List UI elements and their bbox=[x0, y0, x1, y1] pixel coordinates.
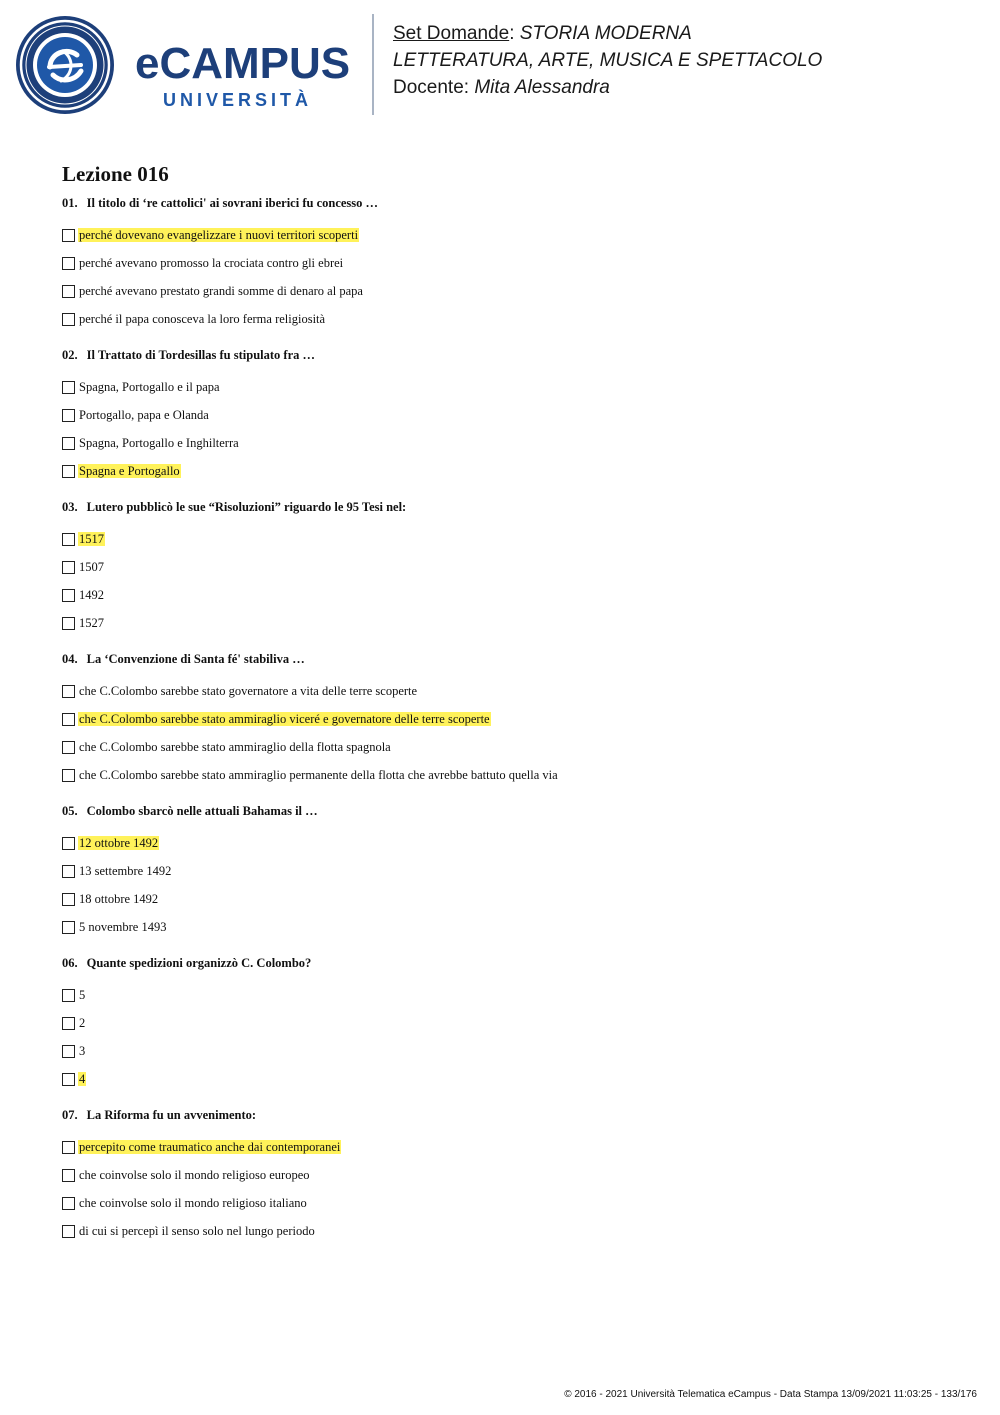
question-07 bbox=[62, 1106, 962, 1245]
answer-label: 2 bbox=[79, 1016, 86, 1030]
answer-label: Portogallo, papa e Olanda bbox=[79, 408, 209, 422]
lesson-title: Lezione 016 bbox=[62, 162, 169, 186]
answer-label-correct: 4 bbox=[79, 1072, 86, 1086]
answer-label: Spagna, Portogallo e Inghilterra bbox=[79, 436, 239, 450]
question-text bbox=[62, 954, 962, 972]
answer-label: che C.Colombo sarebbe stato ammiraglio permanente della flotta che avrebbe battuto quella via bbox=[79, 768, 558, 782]
teacher-label: Docente: bbox=[393, 77, 470, 98]
answer-option[interactable] bbox=[62, 305, 962, 333]
answer-option[interactable] bbox=[62, 1065, 962, 1093]
answer-checkbox[interactable] bbox=[62, 589, 75, 602]
answer-option[interactable] bbox=[62, 525, 962, 553]
question-number: 05. bbox=[62, 804, 78, 818]
question-text bbox=[62, 1106, 962, 1124]
question-text bbox=[62, 650, 962, 668]
question-label: Colombo sbarcò nelle attuali Bahamas il … bbox=[86, 804, 318, 818]
header-divider bbox=[372, 14, 374, 115]
ecampus-wordmark-logo bbox=[133, 38, 355, 112]
answer-option[interactable] bbox=[62, 609, 962, 637]
answer-option[interactable] bbox=[62, 221, 962, 249]
answer-label: che coinvolse solo il mondo religioso europeo bbox=[79, 1168, 310, 1182]
logo-text: eCAMPUS bbox=[135, 39, 351, 88]
answer-checkbox[interactable] bbox=[62, 741, 75, 754]
answer-checkbox[interactable] bbox=[62, 285, 75, 298]
answer-checkbox[interactable] bbox=[62, 1169, 75, 1182]
question-number: 02. bbox=[62, 348, 78, 362]
answer-label-correct: 12 ottobre 1492 bbox=[79, 836, 159, 850]
answer-checkbox[interactable] bbox=[62, 865, 75, 878]
answer-label-correct: 1517 bbox=[79, 532, 104, 546]
question-label: La ‘Convenzione di Santa fé' stabiliva … bbox=[86, 652, 305, 666]
answer-checkbox[interactable] bbox=[62, 229, 75, 242]
answer-label: che C.Colombo sarebbe stato ammiraglio della flotta spagnola bbox=[79, 740, 391, 754]
question-02 bbox=[62, 346, 962, 485]
question-text bbox=[62, 498, 962, 516]
answer-option[interactable] bbox=[62, 761, 962, 789]
question-04 bbox=[62, 650, 962, 789]
question-05 bbox=[62, 802, 962, 941]
question-06 bbox=[62, 954, 962, 1093]
answer-checkbox[interactable] bbox=[62, 1197, 75, 1210]
answer-checkbox[interactable] bbox=[62, 561, 75, 574]
ecampus-seal-logo bbox=[15, 15, 115, 115]
answer-label-correct: che C.Colombo sarebbe stato ammiraglio viceré e governatore delle terre scoperte bbox=[79, 712, 490, 726]
question-text bbox=[62, 802, 962, 820]
answer-checkbox[interactable] bbox=[62, 465, 75, 478]
question-list bbox=[62, 194, 962, 1245]
set-label: Set Domande bbox=[393, 23, 510, 44]
question-number: 06. bbox=[62, 956, 78, 970]
question-01 bbox=[62, 194, 962, 333]
answer-option[interactable] bbox=[62, 581, 962, 609]
question-text bbox=[62, 346, 962, 364]
answer-checkbox[interactable] bbox=[62, 837, 75, 850]
answer-checkbox[interactable] bbox=[62, 1073, 75, 1086]
answer-label: 1492 bbox=[79, 588, 104, 602]
answer-label: perché avevano prestato grandi somme di denaro al papa bbox=[79, 284, 363, 298]
question-number: 04. bbox=[62, 652, 78, 666]
answer-checkbox[interactable] bbox=[62, 769, 75, 782]
answer-label: 1507 bbox=[79, 560, 104, 574]
page-footer: © 2016 - 2021 Università Telematica eCampus - Data Stampa 13/09/2021 11:03:25 - 133/176 bbox=[564, 1389, 977, 1400]
question-label: Lutero pubblicò le sue “Risoluzioni” riguardo le 95 Tesi nel: bbox=[86, 500, 407, 514]
answer-checkbox[interactable] bbox=[62, 313, 75, 326]
answer-label: che coinvolse solo il mondo religioso italiano bbox=[79, 1196, 307, 1210]
answer-option[interactable] bbox=[62, 857, 962, 885]
question-label: Il Trattato di Tordesillas fu stipulato fra … bbox=[86, 348, 316, 362]
answer-label: che C.Colombo sarebbe stato governatore a vita delle terre scoperte bbox=[79, 684, 418, 698]
question-text bbox=[62, 194, 962, 212]
answer-label: perché il papa conosceva la loro ferma religiosità bbox=[79, 312, 326, 326]
answer-option[interactable] bbox=[62, 1161, 962, 1189]
answer-option[interactable] bbox=[62, 677, 962, 705]
set-line: Set Domande: STORIA MODERNA bbox=[393, 23, 692, 44]
answer-checkbox[interactable] bbox=[62, 533, 75, 546]
answer-option[interactable] bbox=[62, 1009, 962, 1037]
answer-option[interactable] bbox=[62, 829, 962, 857]
answer-option[interactable] bbox=[62, 553, 962, 581]
answer-checkbox[interactable] bbox=[62, 1141, 75, 1154]
document-body bbox=[62, 160, 962, 1258]
answer-checkbox[interactable] bbox=[62, 685, 75, 698]
answer-label: 18 ottobre 1492 bbox=[79, 892, 159, 906]
answer-label: 1527 bbox=[79, 616, 104, 630]
question-03 bbox=[62, 498, 962, 637]
answer-option[interactable] bbox=[62, 705, 962, 733]
answer-option[interactable] bbox=[62, 1133, 962, 1161]
answer-label-correct: perché dovevano evangelizzare i nuovi territori scoperti bbox=[79, 228, 359, 242]
set-course: STORIA MODERNA bbox=[519, 23, 692, 44]
answer-label-correct: percepito come traumatico anche dai contemporanei bbox=[79, 1140, 341, 1154]
answer-label: di cui si percepì il senso solo nel lungo periodo bbox=[79, 1224, 315, 1238]
answer-checkbox[interactable] bbox=[62, 713, 75, 726]
logo-subtext: UNIVERSITÀ bbox=[163, 90, 313, 110]
answer-option[interactable] bbox=[62, 401, 962, 429]
answer-option[interactable] bbox=[62, 1189, 962, 1217]
answer-option[interactable] bbox=[62, 249, 962, 277]
answer-option[interactable] bbox=[62, 277, 962, 305]
answer-checkbox[interactable] bbox=[62, 257, 75, 270]
question-number: 03. bbox=[62, 500, 78, 514]
header-info bbox=[393, 20, 822, 101]
answer-checkbox[interactable] bbox=[62, 409, 75, 422]
answer-checkbox[interactable] bbox=[62, 893, 75, 906]
answer-checkbox[interactable] bbox=[62, 437, 75, 450]
page-header bbox=[0, 0, 1000, 125]
answer-label: Spagna, Portogallo e il papa bbox=[79, 380, 220, 394]
question-label: Quante spedizioni organizzò C. Colombo? bbox=[86, 956, 312, 970]
answer-checkbox[interactable] bbox=[62, 921, 75, 934]
answer-option[interactable] bbox=[62, 1217, 962, 1245]
teacher-name: Mita Alessandra bbox=[474, 77, 610, 98]
answer-checkbox[interactable] bbox=[62, 989, 75, 1002]
answer-label: perché avevano promosso la crociata contro gli ebrei bbox=[79, 256, 344, 270]
question-label: Il titolo di ‘re cattolici' ai sovrani iberici fu concesso … bbox=[86, 196, 379, 210]
course-line2: LETTERATURA, ARTE, MUSICA E SPETTACOLO bbox=[393, 50, 823, 71]
answer-label-correct: Spagna e Portogallo bbox=[79, 464, 180, 478]
answer-option[interactable] bbox=[62, 457, 962, 485]
answer-option[interactable] bbox=[62, 981, 962, 1009]
teacher-line bbox=[393, 74, 822, 101]
answer-label: 5 novembre 1493 bbox=[79, 920, 167, 934]
answer-label: 3 bbox=[79, 1044, 86, 1058]
answer-checkbox[interactable] bbox=[62, 617, 75, 630]
answer-label: 13 settembre 1492 bbox=[79, 864, 172, 878]
answer-option[interactable] bbox=[62, 913, 962, 941]
answer-option[interactable] bbox=[62, 429, 962, 457]
answer-option[interactable] bbox=[62, 733, 962, 761]
question-number: 01. bbox=[62, 196, 78, 210]
answer-checkbox[interactable] bbox=[62, 1017, 75, 1030]
answer-checkbox[interactable] bbox=[62, 1045, 75, 1058]
answer-option[interactable] bbox=[62, 1037, 962, 1065]
answer-option[interactable] bbox=[62, 373, 962, 401]
answer-checkbox[interactable] bbox=[62, 381, 75, 394]
question-label: La Riforma fu un avvenimento: bbox=[86, 1108, 257, 1122]
answer-option[interactable] bbox=[62, 885, 962, 913]
question-number: 07. bbox=[62, 1108, 78, 1122]
answer-checkbox[interactable] bbox=[62, 1225, 75, 1238]
answer-label: 5 bbox=[79, 988, 86, 1002]
